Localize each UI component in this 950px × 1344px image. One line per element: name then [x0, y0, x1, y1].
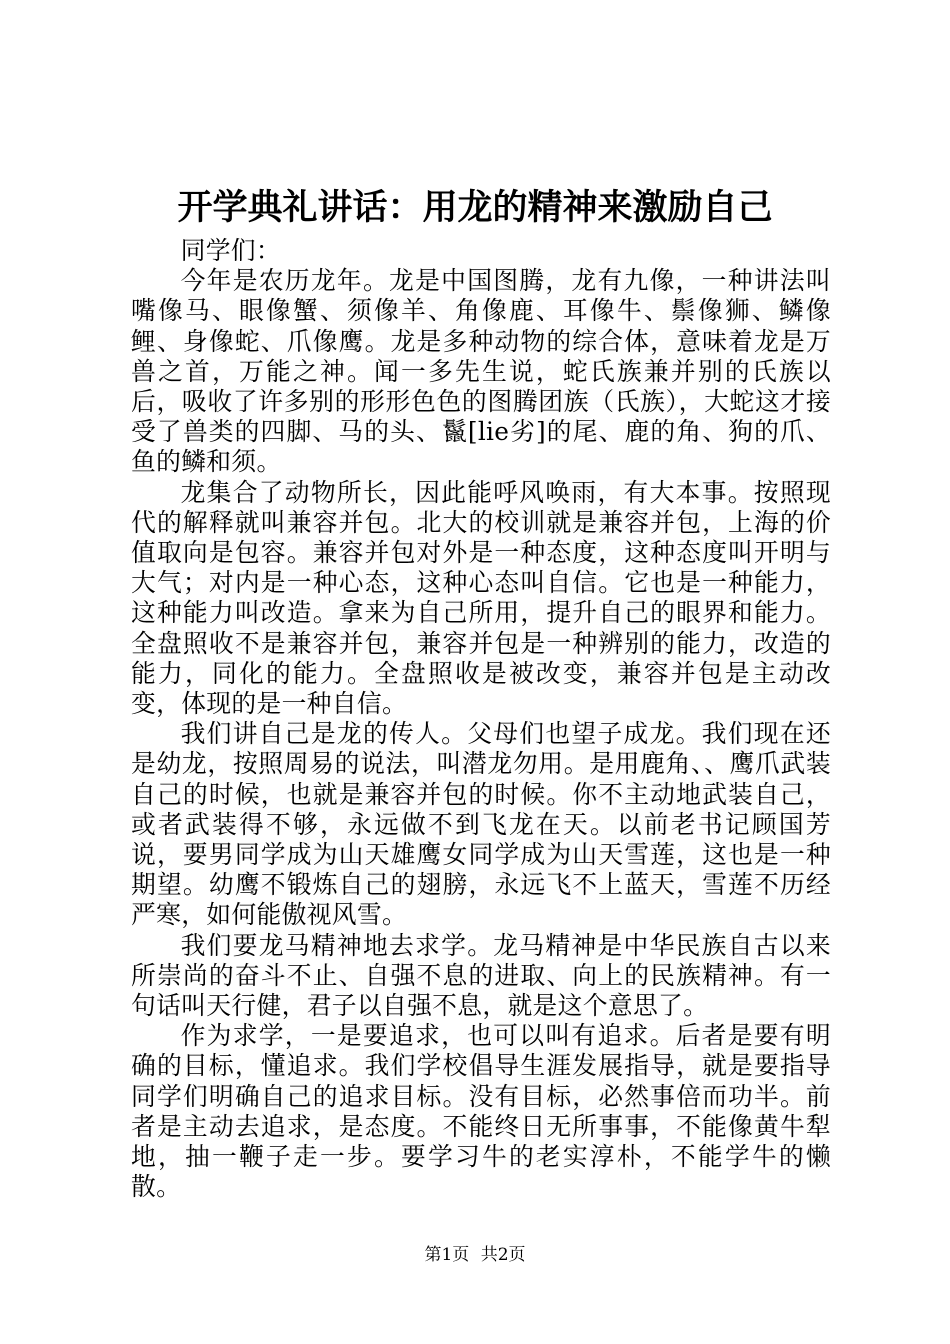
paragraph: 作为求学，一是要追求，也可以叫有追求。后者是要有明确的目标，懂追求。我们学校倡导生涯发展指导，就是要指导同学们明确自己的追求目标。没有目标，必然事倍而功半。前者是主动去追求，是态度。不能终日无所事事，不能像黄牛犁地，抽一鞭子走一步。要学习牛的老实淳朴，不能学牛的懒散。 [131, 1021, 831, 1202]
paragraph: 我们讲自己是龙的传人。父母们也望子成龙。我们现在还是幼龙，按照周易的说法，叫潜龙勿用。是用鹿角、、鹰爪武装自己的时候，也就是兼容并包的时候。你不主动地武装自己，或者武装得不够，永远做不到飞龙在天。以前老书记顾国芳说，要男同学成为山天雄鹰女同学成为山天雪莲，这也是一种期望。幼鹰不锻炼自己的翅膀，永远飞不上蓝天，雪莲不历经严寒，如何能傲视风雪。 [131, 719, 831, 930]
salutation: 同学们： [180, 236, 281, 265]
paragraph: 今年是农历龙年。龙是中国图腾，龙有九像，一种讲法叫嘴像马、眼像蟹、须像羊、角像鹿、耳像牛、鬃像狮、鳞像鲤、身像蛇、爪像鹰。龙是多种动物的综合体，意味着龙是万兽之首，万能之神。闻一多先生说，蛇氏族兼并别的氏族以后，吸收了许多别的形形色色的图腾团族（氏族），大蛇这才接受了兽类的四脚、马的头、鬣[lie劣]的尾、鹿的角、狗的爪、鱼的鳞和须。 [131, 266, 831, 477]
document-body [131, 236, 831, 1203]
paragraph: 龙集合了动物所长，因此能呼风唤雨，有大本事。按照现代的解释就叫兼容并包。北大的校训就是兼容并包，上海的价值取向是包容。兼容并包对外是一种态度，这种态度叫开明与大气；对内是一种心态，这种心态叫自信。它也是一种能力，这种能力叫改造。拿来为自己所用，提升自己的眼界和能力。全盘照收不是兼容并包，兼容并包是一种辨别的能力，改造的能力，同化的能力。全盘照收是被改变，兼容并包是主动改变，体现的是一种自信。 [131, 477, 831, 719]
document-title: 开学典礼讲话：用龙的精神来激励自己 [177, 187, 773, 228]
page-total: 共2页 [480, 1245, 526, 1265]
page-number: 第1页 [424, 1245, 470, 1265]
page-footer [0, 1244, 950, 1266]
paragraph: 我们要龙马精神地去求学。龙马精神是中华民族自古以来所崇尚的奋斗不止、自强不息的进取、向上的民族精神。有一句话叫天行健，君子以自强不息，就是这个意思了。 [131, 930, 831, 1021]
